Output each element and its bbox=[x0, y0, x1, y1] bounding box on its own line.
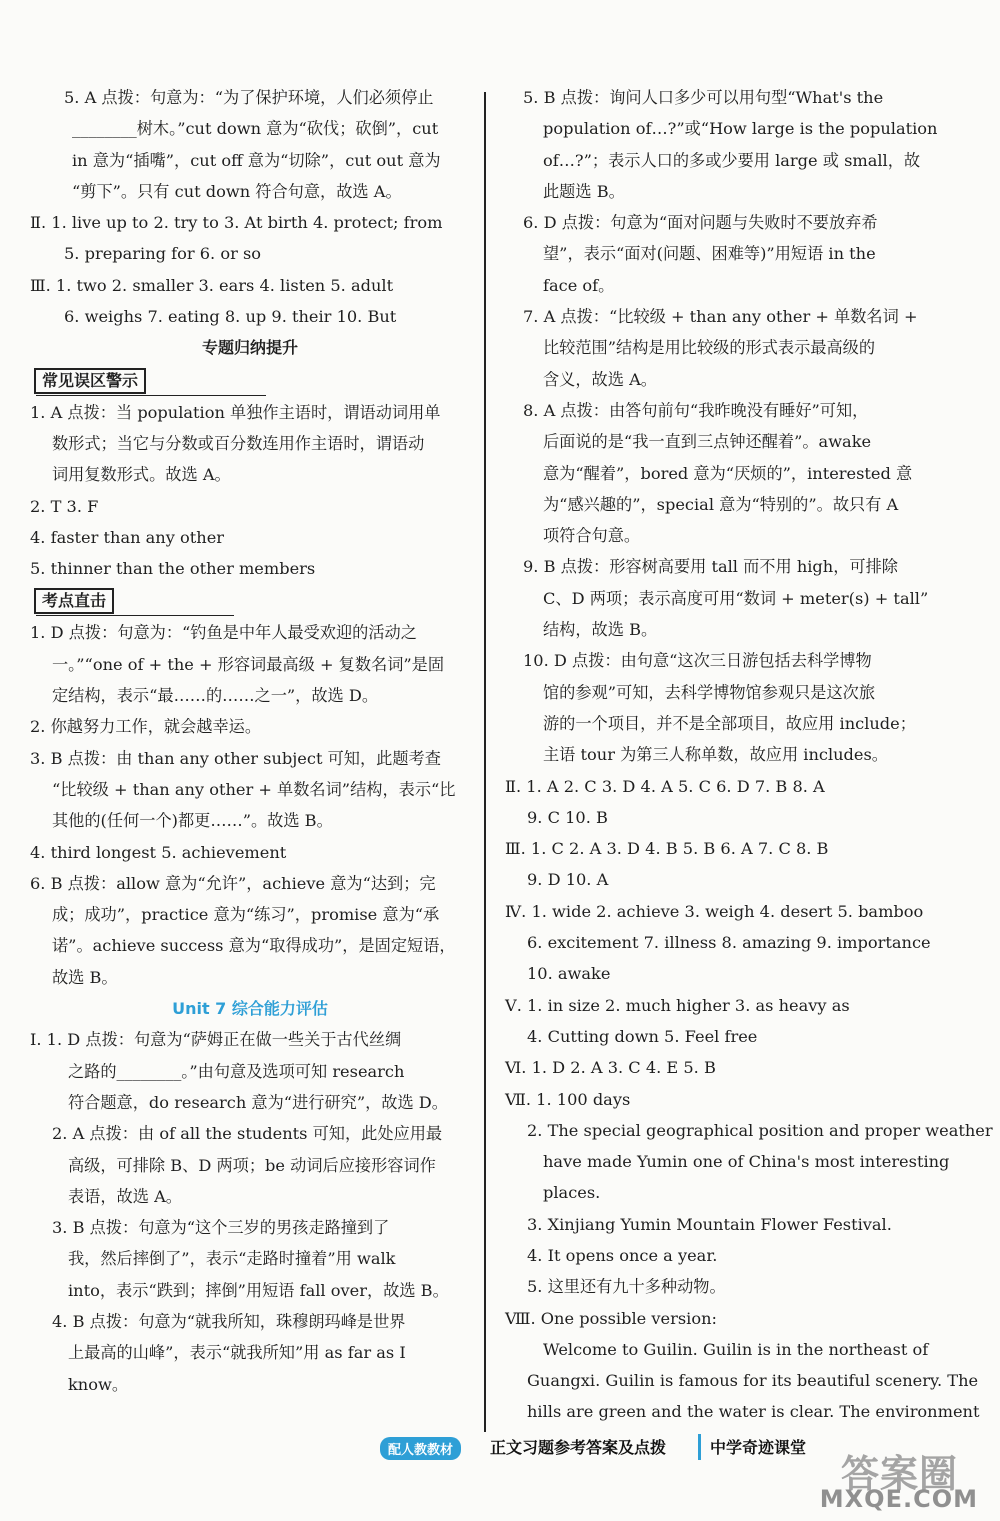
text-line: 意为“醒着”，bored 意为“厌烦的”，interested 意 bbox=[543, 463, 913, 483]
text-line: face of。 bbox=[543, 275, 615, 295]
text-line: 比较范围”结构是用比较级的形式表示最高级的 bbox=[543, 338, 876, 358]
text-line: 2. 你越努力工作，就会越幸运。 bbox=[30, 717, 262, 737]
text-line: 5. preparing for 6. or so bbox=[64, 244, 262, 264]
text-line: Ⅰ. 1. D 点拨：句意为“萨姆正在做一些关于古代丝绸 bbox=[30, 1030, 402, 1050]
text-line: 8. A 点拨：由答句前句“我昨晚没有睡好”可知， bbox=[523, 400, 869, 420]
box-label: 常见误区警示 bbox=[34, 368, 146, 394]
text-line: into，表示“跌到；摔倒”用短语 fall over，故选 B。 bbox=[68, 1280, 449, 1300]
watermark bbox=[819, 1443, 986, 1515]
text-line: 3. B 点拨：由 than any other subject 可知，此题考查 bbox=[30, 748, 441, 768]
footer-brand: 中学奇迹课堂 bbox=[710, 1438, 807, 1457]
text-line: hills are green and the water is clear. The environment bbox=[527, 1402, 980, 1422]
text-line: Ⅷ. One possible version: bbox=[505, 1308, 717, 1328]
text-line: 定结构，表示“最……的……之一”，故选 D。 bbox=[52, 686, 379, 706]
text-line: ________树木。”cut down 意为“砍伐；砍倒”，cut bbox=[72, 119, 439, 139]
text-line: 诺”。achieve success 意为“取得成功”，是固定短语， bbox=[52, 936, 456, 956]
text-line: 2. A 点拨：由 of all the students 可知，此处应用最 bbox=[52, 1124, 443, 1144]
text-line: “剪下”。只有 cut down 符合句意，故选 A。 bbox=[72, 181, 402, 201]
text-line: 含义，故选 A。 bbox=[543, 369, 657, 389]
text-line: 7. A 点拨：“比较级 + than any other + 单数名词 + bbox=[523, 307, 918, 327]
text-line: 项符合句意。 bbox=[543, 526, 641, 546]
text-line: 数形式；当它与分数或百分数连用作主语时，谓语动 bbox=[52, 433, 425, 453]
text-line: 6. weighs 7. eating 8. up 9. their 10. But bbox=[64, 307, 397, 327]
text-line: have made Yumin one of China's most interesting bbox=[543, 1152, 950, 1172]
text-line: 成；成功”，practice 意为“练习”，promise 意为“承 bbox=[52, 905, 440, 925]
column-divider bbox=[484, 92, 486, 1432]
text-line: population of…?”或“How large is the population bbox=[543, 119, 938, 139]
text-line: in 意为“插嘴”，cut off 意为“切除”，cut out 意为 bbox=[72, 150, 441, 170]
text-line: 3. Xinjiang Yumin Mountain Flower Festival. bbox=[527, 1214, 892, 1234]
text-line: 5. B 点拨：询问人口多少可以用句型“What's the bbox=[523, 88, 884, 107]
text-line: Welcome to Guilin. Guilin is in the northeast of bbox=[543, 1339, 929, 1359]
text-line: 此题选 B。 bbox=[543, 181, 625, 201]
text-line: 1. D 点拨：句意为：“钓鱼是中年人最受欢迎的活动之 bbox=[30, 623, 417, 643]
text-line: 3. B 点拨：句意为“这个三岁的男孩走路撞到了 bbox=[52, 1218, 390, 1238]
text-line: 高级，可排除 B、D 两项；be 动词后应接形容词作 bbox=[68, 1155, 436, 1175]
text-line: 2. T 3. F bbox=[30, 496, 99, 516]
text-line: “比较级 + than any other + 单数名词”结构，表示“比 bbox=[52, 779, 456, 799]
text-line: 5. 这里还有九十多种动物。 bbox=[527, 1277, 726, 1297]
text-line: 我，然后摔倒了”，表示“走路时撞着”用 walk bbox=[68, 1249, 396, 1269]
answer-block-4 bbox=[30, 1024, 470, 1400]
text-line: Ⅳ. 1. wide 2. achieve 3. weigh 4. desert 5. bamboo bbox=[505, 901, 924, 921]
text-line: Ⅴ. 1. in size 2. much higher 3. as heavy as bbox=[505, 995, 850, 1015]
text-line: 4. third longest 5. achievement bbox=[30, 842, 287, 862]
answer-block-right bbox=[505, 82, 993, 1428]
right-column bbox=[505, 82, 993, 1428]
text-line: 表语，故选 A。 bbox=[68, 1186, 182, 1206]
text-line: Ⅲ. 1. two 2. smaller 3. ears 4. listen 5. adult bbox=[30, 275, 394, 295]
box-label: 考点直击 bbox=[34, 588, 114, 614]
text-line: 1. A 点拨：当 population 单独作主语时，谓语动词用单 bbox=[30, 402, 441, 422]
text-line: 游的一个项目，并不是全部项目，故应用 include； bbox=[543, 713, 916, 733]
text-line: 望”，表示“面对(问题、困难等)”用短语 in the bbox=[543, 244, 876, 264]
text-line: 之路的________。”由句意及选项可知 research bbox=[68, 1061, 405, 1081]
text-line: 2. The special geographical position and proper weather bbox=[527, 1120, 993, 1140]
text-line: 词用复数形式。故选 A。 bbox=[52, 465, 231, 485]
left-column bbox=[30, 82, 470, 1400]
text-line: 5. thinner than the other members bbox=[30, 559, 316, 579]
watermark-logo: 答案圈 bbox=[840, 1452, 958, 1496]
text-line: 4. B 点拨：句意为“就我所知，珠穆朗玛峰是世界 bbox=[52, 1311, 406, 1331]
text-line: 9. B 点拨：形容树高要用 tall 而不用 high，可排除 bbox=[523, 557, 898, 577]
text-line: 符合题意，do research 意为“进行研究”，故选 D。 bbox=[68, 1092, 448, 1112]
answer-block-1 bbox=[30, 82, 470, 332]
text-line: 馆的参观”可知，去科学博物馆参观只是这次旅 bbox=[543, 682, 876, 702]
text-line: 10. D 点拨：由句意“这次三日游包括去科学博物 bbox=[523, 651, 872, 671]
text-line: 9. D 10. A bbox=[527, 870, 609, 890]
text-line: Guangxi. Guilin is famous for its beautiful scenery. The bbox=[527, 1371, 979, 1391]
section-title-topic-summary: 专题归纳提升 bbox=[201, 338, 298, 358]
watermark-url: MXQE.COM bbox=[819, 1485, 978, 1513]
text-line: 结构，故选 B。 bbox=[543, 620, 658, 640]
answer-block-2 bbox=[30, 397, 470, 585]
text-line: 4. Cutting down 5. Feel free bbox=[527, 1026, 758, 1046]
text-line: Ⅵ. 1. D 2. A 3. C 4. E 5. B bbox=[505, 1058, 716, 1078]
text-line: Ⅶ. 1. 100 days bbox=[505, 1089, 631, 1109]
text-line: 一。”“one of + the + 形容词最高级 + 复数名词”是固 bbox=[52, 654, 445, 674]
text-line: 4. It opens once a year. bbox=[527, 1245, 718, 1265]
text-line: 9. C 10. B bbox=[527, 807, 608, 827]
text-line: 6. D 点拨：句意为“面对问题与失败时不要放弃希 bbox=[523, 213, 878, 233]
text-line: 6. B 点拨：allow 意为“允许”，achieve 意为“达到；完 bbox=[30, 873, 436, 893]
textbook-badge: 配人教教材 bbox=[380, 1437, 461, 1460]
text-line: know。 bbox=[68, 1374, 129, 1394]
text-line: 主语 tour 为第三人称单数，故应用 includes。 bbox=[543, 745, 888, 765]
text-line: 10. awake bbox=[527, 964, 611, 984]
footer-divider bbox=[698, 1434, 701, 1460]
text-line: places. bbox=[543, 1183, 601, 1203]
text-line: 为“感兴趣的”，special 意为“特别的”。故只有 A bbox=[543, 494, 899, 514]
box-heading-key-points bbox=[30, 584, 470, 617]
section-title-unit7: Unit 7 综合能力评估 bbox=[172, 999, 328, 1019]
text-line: 5. A 点拨：句意为：“为了保护环境，人们必须停止 bbox=[64, 88, 434, 107]
text-line: 故选 B。 bbox=[52, 967, 118, 987]
text-line: 4. faster than any other bbox=[30, 527, 225, 547]
text-line: of…?”；表示人口的多或少要用 large 或 small，故 bbox=[543, 150, 921, 170]
text-line: 上最高的山峰”，表示“就我所知”用 as far as I bbox=[68, 1343, 406, 1363]
text-line: 6. excitement 7. illness 8. amazing 9. importance bbox=[527, 933, 931, 953]
text-line: 后面说的是“我一直到三点钟还醒着”。awake bbox=[543, 432, 872, 452]
answer-block-3 bbox=[30, 617, 470, 993]
text-line: C、D 两项；表示高度可用“数词 + meter(s) + tall” bbox=[543, 588, 929, 608]
text-line: Ⅲ. 1. C 2. A 3. D 4. B 5. B 6. A 7. C 8. B bbox=[505, 839, 829, 859]
text-line: 其他的(任何一个)都更……”。故选 B。 bbox=[52, 811, 333, 831]
footer-title: 正文习题参考答案及点拨 bbox=[490, 1438, 667, 1457]
text-line: Ⅱ. 1. A 2. C 3. D 4. A 5. C 6. D 7. B 8. A bbox=[505, 776, 825, 796]
text-line: Ⅱ. 1. live up to 2. try to 3. At birth 4. protect; from bbox=[30, 213, 443, 233]
box-heading-common-mistakes bbox=[30, 364, 470, 397]
